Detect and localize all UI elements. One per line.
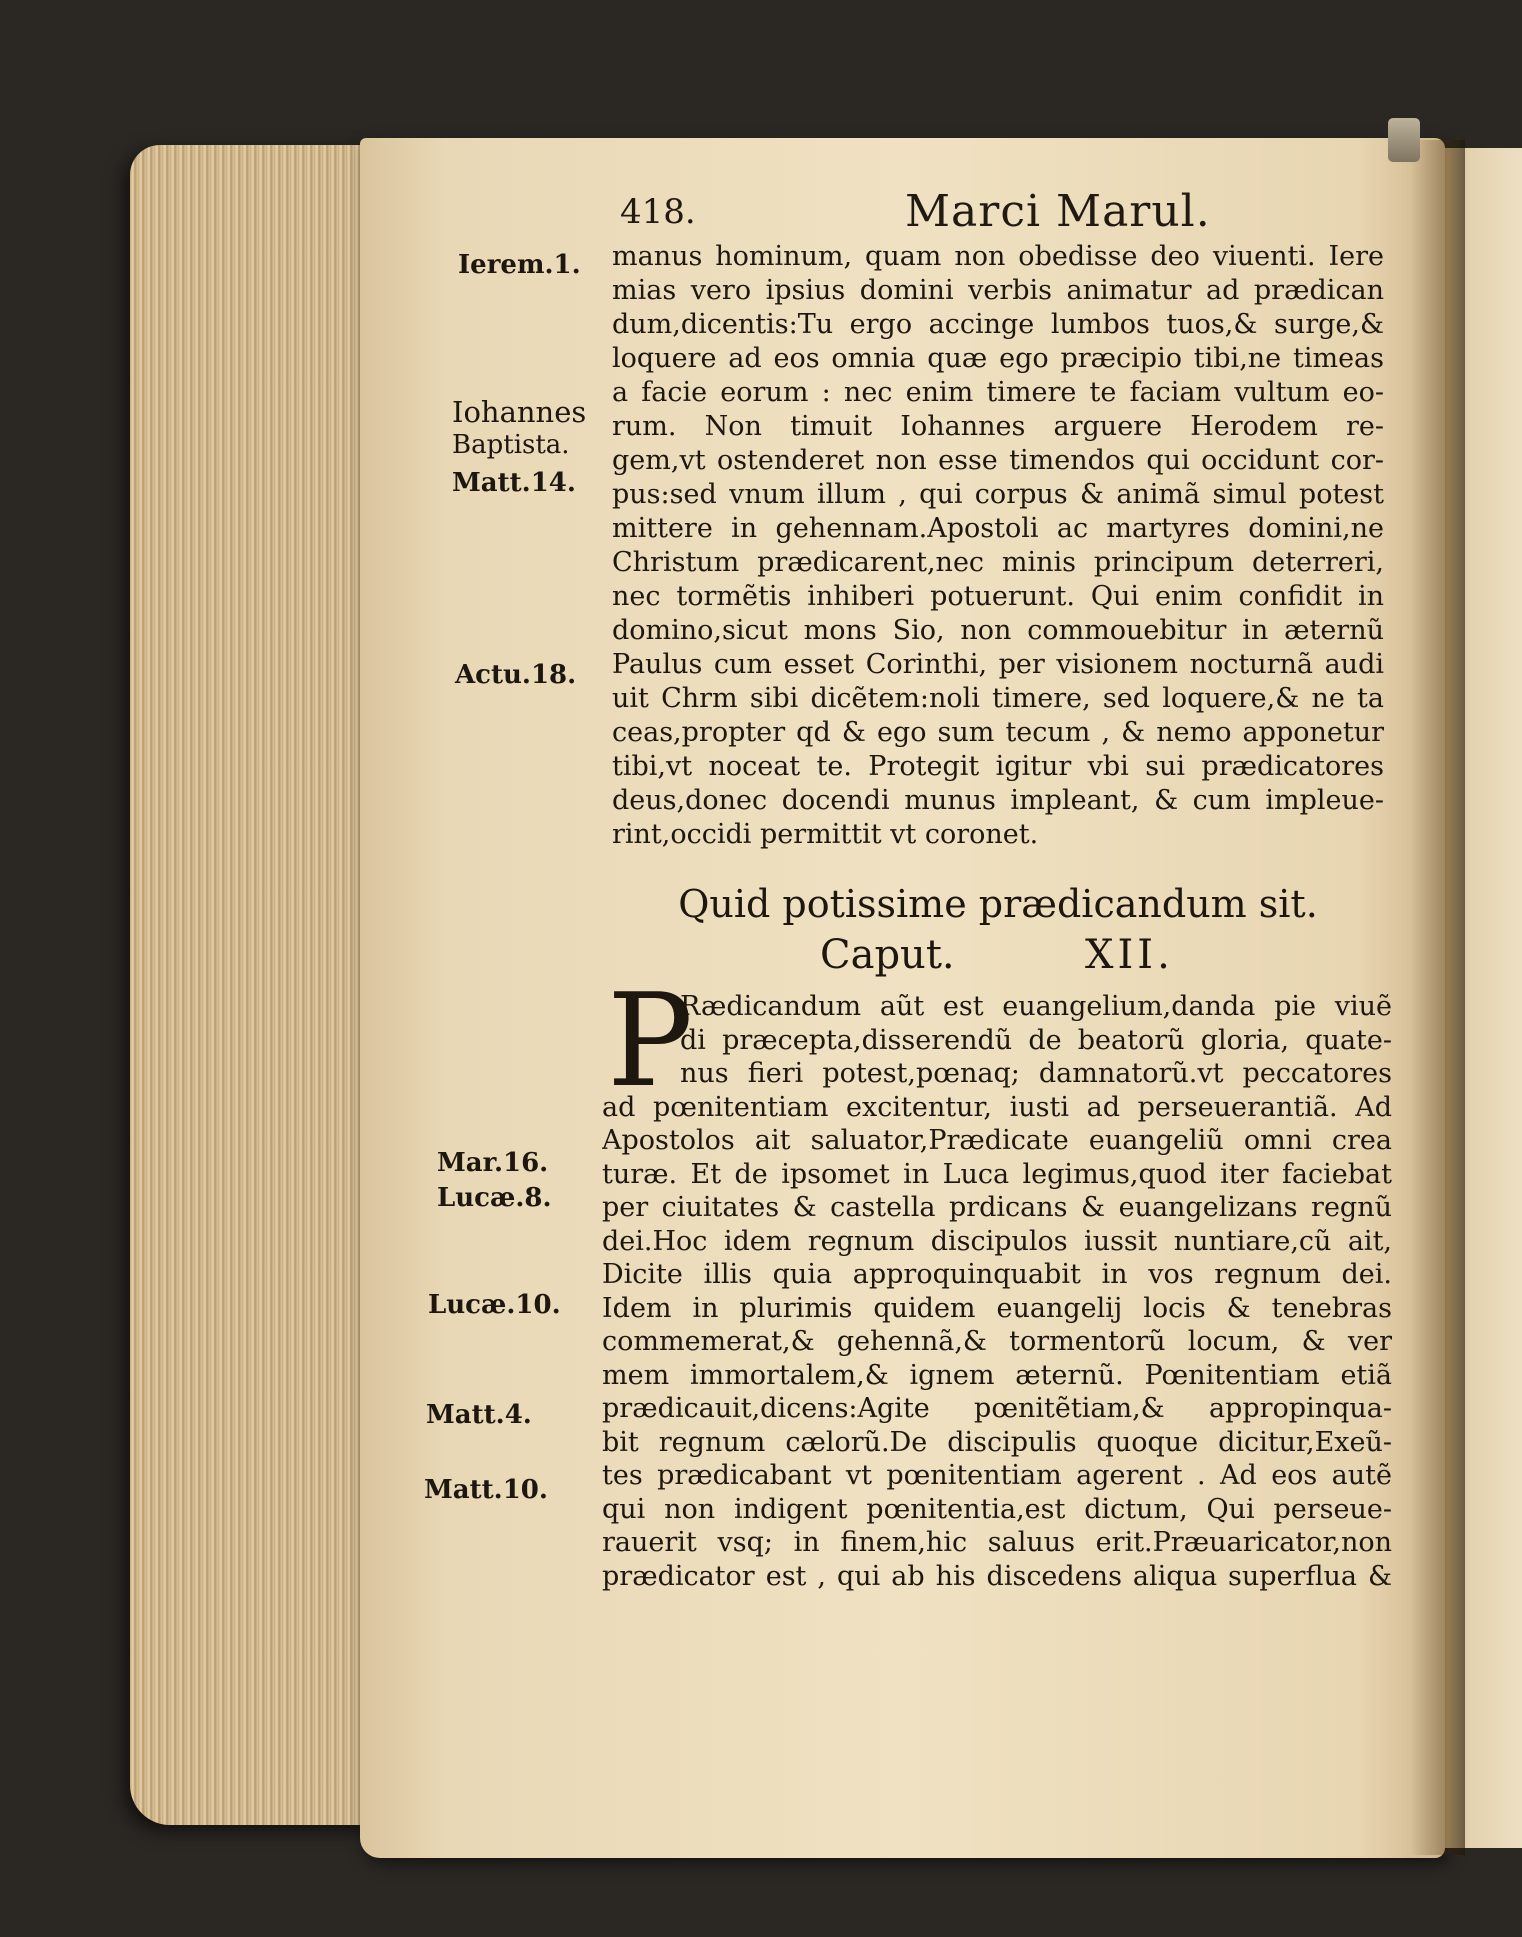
text-line: rum. Non timuit Iohannes arguere Herodem re- xyxy=(612,411,1384,442)
text-line: qui non indigent pœnitentia,est dictum, Qui perseue- xyxy=(602,1493,1392,1525)
text-line: Paulus cum esset Corinthi, per visionem nocturnã audi xyxy=(612,649,1384,680)
margin-note-baptista: Baptista. xyxy=(452,430,570,460)
chapter-title: Quid potissime prædicandum sit. xyxy=(678,882,1318,926)
text-line: uit Chrm sibi dicẽtem:noli timere, sed loquere,& ne ta xyxy=(612,683,1384,714)
margin-note-matt4: Matt.4. xyxy=(426,1400,532,1430)
chapter-text xyxy=(602,990,1392,1593)
text-line: per ciuitates & castella prdicans & euangelizans regnũ xyxy=(602,1192,1392,1223)
margin-note-mar16: Mar.16. xyxy=(437,1148,549,1178)
text-line: tibi,vt noceat te. Protegit igitur vbi sui prædicatores xyxy=(612,751,1384,782)
margin-note-lucae10: Lucæ.10. xyxy=(428,1290,561,1320)
text-line: bit regnum cælorũ.De discipulis quoque dicitur,Exeũ- xyxy=(602,1426,1392,1458)
caput-label: Caput. xyxy=(820,932,955,978)
text-line: domino,sicut mons Sio, non commouebitur in æternũ xyxy=(612,615,1384,646)
running-title: Marci Marul. xyxy=(905,186,1211,237)
text-line: loquere ad eos omnia quæ ego præcipio tibi,ne timeas xyxy=(612,343,1384,374)
text-line: rauerit vsq; in finem,hic saluus erit.Præuaricator,non xyxy=(602,1527,1392,1558)
text-line: mittere in gehennam.Apostoli ac martyres domini,ne xyxy=(612,513,1384,544)
text-line: Idem in plurimis quidem euangelij locis & tenebras xyxy=(602,1292,1392,1324)
text-line: mias vero ipsius domini verbis animatur ad prædican xyxy=(612,275,1384,306)
book-clasp xyxy=(1388,118,1420,162)
text-line: manus hominum, quam non obedisse deo viuenti. Iere xyxy=(612,241,1384,272)
text-line: Dicite illis quia approquinquabit in vos regnum dei. xyxy=(602,1259,1392,1290)
margin-note-actu18: Actu.18. xyxy=(455,660,577,690)
gutter-shadow xyxy=(1410,140,1465,1855)
text-line: tes prædicabant vt pœnitentiam agerent . Ad eos autẽ xyxy=(602,1460,1392,1491)
text-line: deus,donec docendi munus impleant, & cum impleue- xyxy=(612,785,1384,816)
body-text xyxy=(612,240,1384,852)
text-line: ceas,propter qd & ego sum tecum , & nemo apponetur xyxy=(612,717,1384,748)
margin-note-matt14: Matt.14. xyxy=(452,468,576,498)
text-line: Apostolos ait saluator,Prædicate euangeliũ omni crea xyxy=(602,1125,1392,1156)
text-line: a facie eorum : nec enim timere te faciam vultum eo- xyxy=(612,377,1384,408)
book-page-edges xyxy=(130,145,375,1825)
text-line: prædicauit,dicens:Agite pœnitẽtiam,& appropinqua- xyxy=(602,1393,1392,1424)
margin-note-iohannes: Iohannes xyxy=(452,395,587,429)
drop-cap: P xyxy=(607,967,694,1116)
text-line: nec tormẽtis inhiberi potuerunt. Qui enim confidit in xyxy=(612,581,1384,612)
chapter-roman-numeral: XII. xyxy=(1085,932,1174,978)
margin-note-lucae8: Lucæ.8. xyxy=(437,1183,552,1213)
text-line: mem immortalem,& ignem æternũ. Pœnitentiam etiã xyxy=(602,1359,1392,1391)
text-line: Rædicandum aũt est euangelium,danda pie viuẽ xyxy=(680,991,1392,1022)
text-line: gem,vt ostenderet non esse timendos qui occidunt cor- xyxy=(612,445,1384,476)
text-line: Christum prædicarent,nec minis principum deterreri, xyxy=(612,547,1384,578)
text-line: prædicator est , qui ab his discedens aliqua superflua & xyxy=(602,1560,1392,1592)
chapter-number xyxy=(800,932,1220,980)
text-line: pus:sed vnum illum , qui corpus & animã simul potest xyxy=(612,479,1384,510)
text-line: commemerat,& gehennã,& tormentorũ locum, & ver xyxy=(602,1326,1392,1357)
margin-note-matt10: Matt.10. xyxy=(424,1475,548,1505)
text-line: dei.Hoc idem regnum discipulos iussit nuntiare,cũ ait, xyxy=(602,1225,1392,1257)
margin-note-ierem: Ierem.1. xyxy=(458,250,581,280)
running-head xyxy=(620,186,1380,236)
text-line: turæ. Et de ipsomet in Luca legimus,quod iter faciebat xyxy=(602,1158,1392,1190)
text-line: ad pœnitentiam excitentur, iusti ad perseuerantiã. Ad xyxy=(602,1091,1392,1123)
text-line: nus fieri potest,pœnaq; damnatorũ.vt peccatores xyxy=(680,1058,1392,1089)
text-line: dum,dicentis:Tu ergo accinge lumbos tuos,& surge,& xyxy=(612,309,1384,340)
text-line: di præcepta,disserendũ de beatorũ gloria, quate- xyxy=(680,1024,1392,1056)
page-number: 418. xyxy=(620,192,696,232)
text-line: rint,occidi permittit vt coronet. xyxy=(612,819,1039,850)
